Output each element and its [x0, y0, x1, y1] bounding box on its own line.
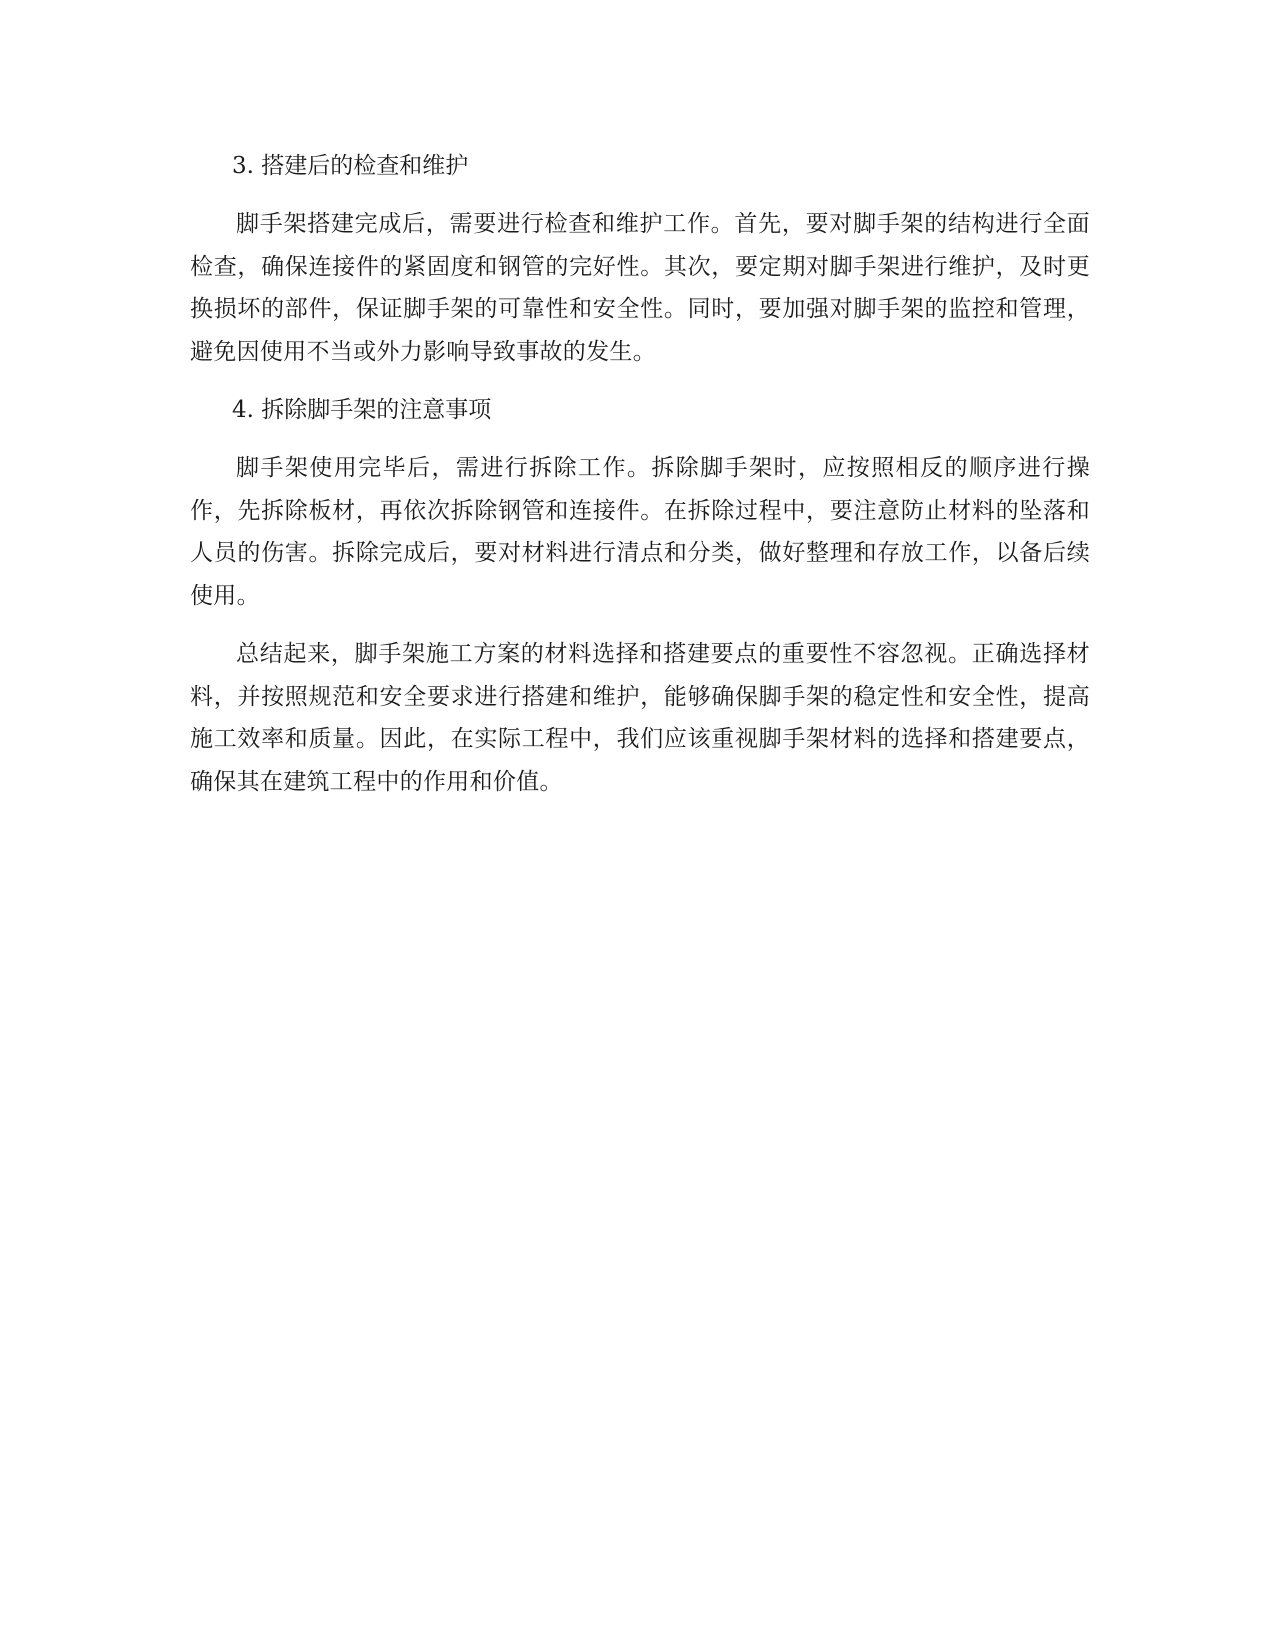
section-heading-dismantling: 4. 拆除脚手架的注意事项: [232, 397, 492, 423]
document-body: [190, 145, 1090, 819]
section-heading-inspection: 3. 搭建后的检查和维护: [232, 153, 469, 179]
section-paragraph-dismantling: 脚手架使用完毕后，需进行拆除工作。拆除脚手架时，应按照相反的顺序进行操作，先拆除板材，再依次拆除钢管和连接件。在拆除过程中，要注意防止材料的坠落和人员的伤害。拆除完成后，要对材料进行清点和分类，做好整理和存放工作，以备后续使用。: [190, 455, 1090, 609]
section-paragraph-inspection: 脚手架搭建完成后，需要进行检查和维护工作。首先，要对脚手架的结构进行全面检查，确保连接件的紧固度和钢管的完好性。其次，要定期对脚手架进行维护，及时更换损坏的部件，保证脚手架的可靠性和安全性。同时，要加强对脚手架的监控和管理，避免因使用不当或外力影响导致事故的发生。: [190, 211, 1090, 365]
conclusion-paragraph: 总结起来，脚手架施工方案的材料选择和搭建要点的重要性不容忽视。正确选择材料，并按照规范和安全要求进行搭建和维护，能够确保脚手架的稳定性和安全性，提高施工效率和质量。因此，在实际工程中，我们应该重视脚手架材料的选择和搭建要点，确保其在建筑工程中的作用和价值。: [190, 641, 1090, 795]
